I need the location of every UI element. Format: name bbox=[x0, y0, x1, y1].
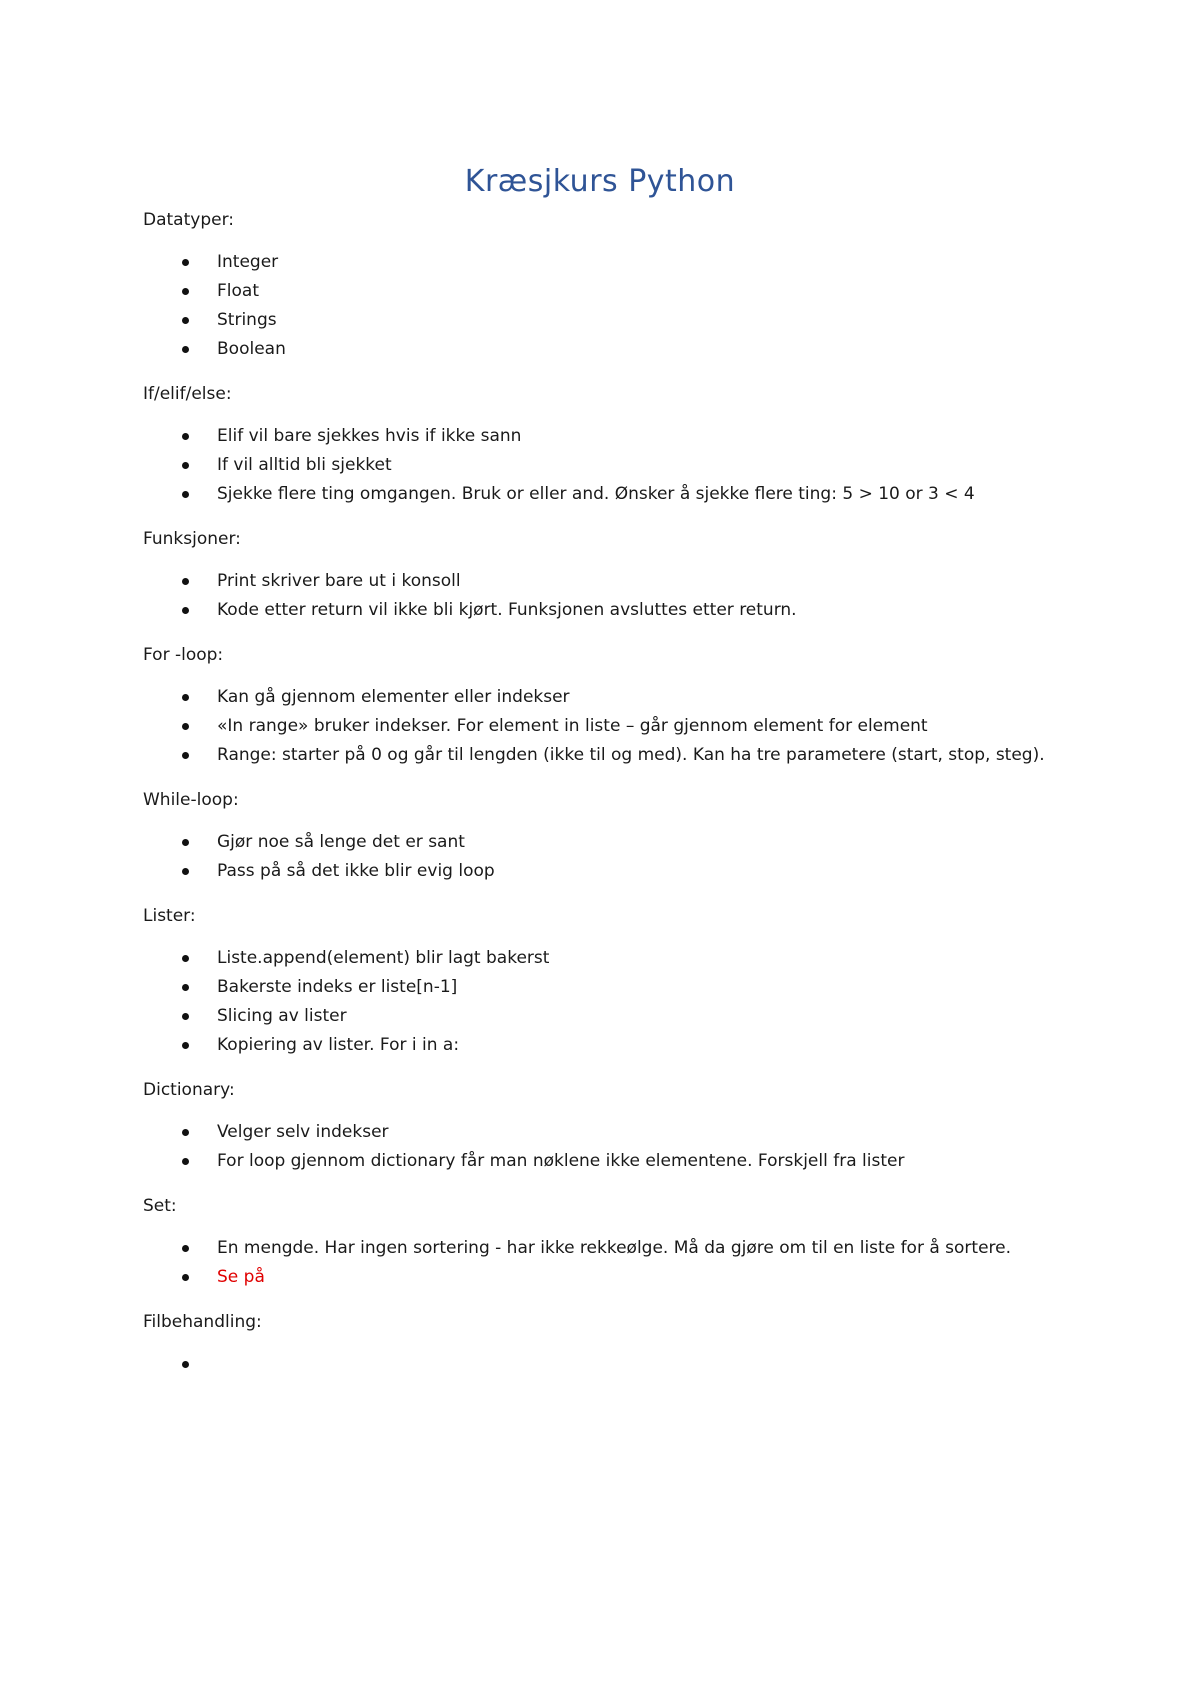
list-item bbox=[143, 828, 1063, 857]
section-heading-funksjoner: Funksjoner: bbox=[143, 529, 241, 549]
list-item-text: If vil alltid bli sjekket bbox=[217, 455, 392, 475]
bullet-list-filbehandling bbox=[143, 1350, 1063, 1379]
section-heading-if-elif-else: If/elif/else: bbox=[143, 384, 232, 404]
bullet-list-if-elif-else bbox=[143, 422, 1063, 509]
bullet-list-for-loop bbox=[143, 683, 1063, 770]
bullet-icon bbox=[182, 984, 189, 991]
list-item bbox=[143, 596, 1063, 625]
list-item-text: Velger selv indekser bbox=[217, 1122, 389, 1142]
bullet-icon bbox=[182, 1361, 189, 1368]
list-item bbox=[143, 1031, 1063, 1060]
bullet-icon bbox=[182, 607, 189, 614]
list-item bbox=[143, 1118, 1063, 1147]
list-item bbox=[143, 422, 1063, 451]
list-item bbox=[143, 741, 1063, 770]
bullet-icon bbox=[182, 578, 189, 585]
bullet-list-dictionary bbox=[143, 1118, 1063, 1176]
list-item bbox=[143, 973, 1063, 1002]
bullet-icon bbox=[182, 317, 189, 324]
list-item-text: Elif vil bare sjekkes hvis if ikke sann bbox=[217, 426, 522, 446]
bullet-icon bbox=[182, 259, 189, 266]
bullet-list-funksjoner bbox=[143, 567, 1063, 625]
list-item-text: Print skriver bare ut i konsoll bbox=[217, 571, 461, 591]
list-item bbox=[143, 857, 1063, 886]
bullet-list-while-loop bbox=[143, 828, 1063, 886]
list-item bbox=[143, 480, 1063, 509]
list-item bbox=[143, 248, 1063, 277]
bullet-list-datatyper bbox=[143, 248, 1063, 364]
bullet-icon bbox=[182, 1042, 189, 1049]
list-item-text: «In range» bruker indekser. For element in liste – går gjennom element for element bbox=[217, 716, 928, 736]
bullet-icon bbox=[182, 868, 189, 875]
list-item bbox=[143, 712, 1063, 741]
list-item bbox=[143, 335, 1063, 364]
bullet-icon bbox=[182, 1013, 189, 1020]
list-item bbox=[143, 944, 1063, 973]
bullet-icon bbox=[182, 1245, 189, 1252]
document-title: Kræsjkurs Python bbox=[464, 164, 736, 199]
list-item bbox=[143, 306, 1063, 335]
list-item bbox=[143, 1263, 1063, 1292]
list-item-text: Integer bbox=[217, 252, 279, 272]
bullet-icon bbox=[182, 433, 189, 440]
list-item-text: Kopiering av lister. For i in a: bbox=[217, 1035, 460, 1055]
bullet-icon bbox=[182, 839, 189, 846]
list-item bbox=[143, 567, 1063, 596]
bullet-icon bbox=[182, 723, 189, 730]
bullet-icon bbox=[182, 1129, 189, 1136]
list-item-text: Strings bbox=[217, 310, 277, 330]
list-item-text: Float bbox=[217, 281, 259, 301]
section-heading-for-loop: For -loop: bbox=[143, 645, 224, 665]
bullet-list-lister bbox=[143, 944, 1063, 1060]
bullet-icon bbox=[182, 694, 189, 701]
list-item bbox=[143, 1234, 1063, 1263]
bullet-icon bbox=[182, 752, 189, 759]
section-heading-dictionary: Dictionary: bbox=[143, 1080, 235, 1100]
list-item bbox=[143, 683, 1063, 712]
list-item-text: Sjekke flere ting omgangen. Bruk or eller and. Ønsker å sjekke flere ting: 5 > 10 or 3 < 4 bbox=[217, 484, 975, 504]
list-item-text: Boolean bbox=[217, 339, 286, 359]
bullet-icon bbox=[182, 491, 189, 498]
list-item bbox=[143, 1350, 1063, 1379]
list-item bbox=[143, 1147, 1063, 1176]
section-heading-filbehandling: Filbehandling: bbox=[143, 1312, 262, 1332]
list-item-text: Range: starter på 0 og går til lengden (ikke til og med). Kan ha tre parametere (start, stop, steg). bbox=[217, 745, 1045, 765]
list-item-text: En mengde. Har ingen sortering - har ikke rekkeølge. Må da gjøre om til en liste for å sortere. bbox=[217, 1238, 1012, 1258]
document-body bbox=[143, 206, 1063, 1395]
bullet-icon bbox=[182, 1158, 189, 1165]
list-item-text: Pass på så det ikke blir evig loop bbox=[217, 861, 495, 881]
list-item-text: Bakerste indeks er liste[n-1] bbox=[217, 977, 458, 997]
list-item-text: Kode etter return vil ikke bli kjørt. Funksjonen avsluttes etter return. bbox=[217, 600, 797, 620]
bullet-icon bbox=[182, 955, 189, 962]
list-item-text: Kan gå gjennom elementer eller indekser bbox=[217, 687, 570, 707]
bullet-icon bbox=[182, 1274, 189, 1281]
section-heading-lister: Lister: bbox=[143, 906, 196, 926]
bullet-list-set bbox=[143, 1234, 1063, 1292]
list-item-text: Slicing av lister bbox=[217, 1006, 347, 1026]
list-item-text: Gjør noe så lenge det er sant bbox=[217, 832, 465, 852]
bullet-icon bbox=[182, 346, 189, 353]
list-item bbox=[143, 451, 1063, 480]
bullet-icon bbox=[182, 288, 189, 295]
section-heading-set: Set: bbox=[143, 1196, 177, 1216]
list-item bbox=[143, 277, 1063, 306]
list-item-text: For loop gjennom dictionary får man nøklene ikke elementene. Forskjell fra lister bbox=[217, 1151, 905, 1171]
list-item bbox=[143, 1002, 1063, 1031]
list-item-text-highlighted: Se på bbox=[217, 1267, 265, 1287]
section-heading-while-loop: While-loop: bbox=[143, 790, 239, 810]
section-heading-datatyper: Datatyper: bbox=[143, 210, 234, 230]
list-item-text: Liste.append(element) blir lagt bakerst bbox=[217, 948, 550, 968]
bullet-icon bbox=[182, 462, 189, 469]
